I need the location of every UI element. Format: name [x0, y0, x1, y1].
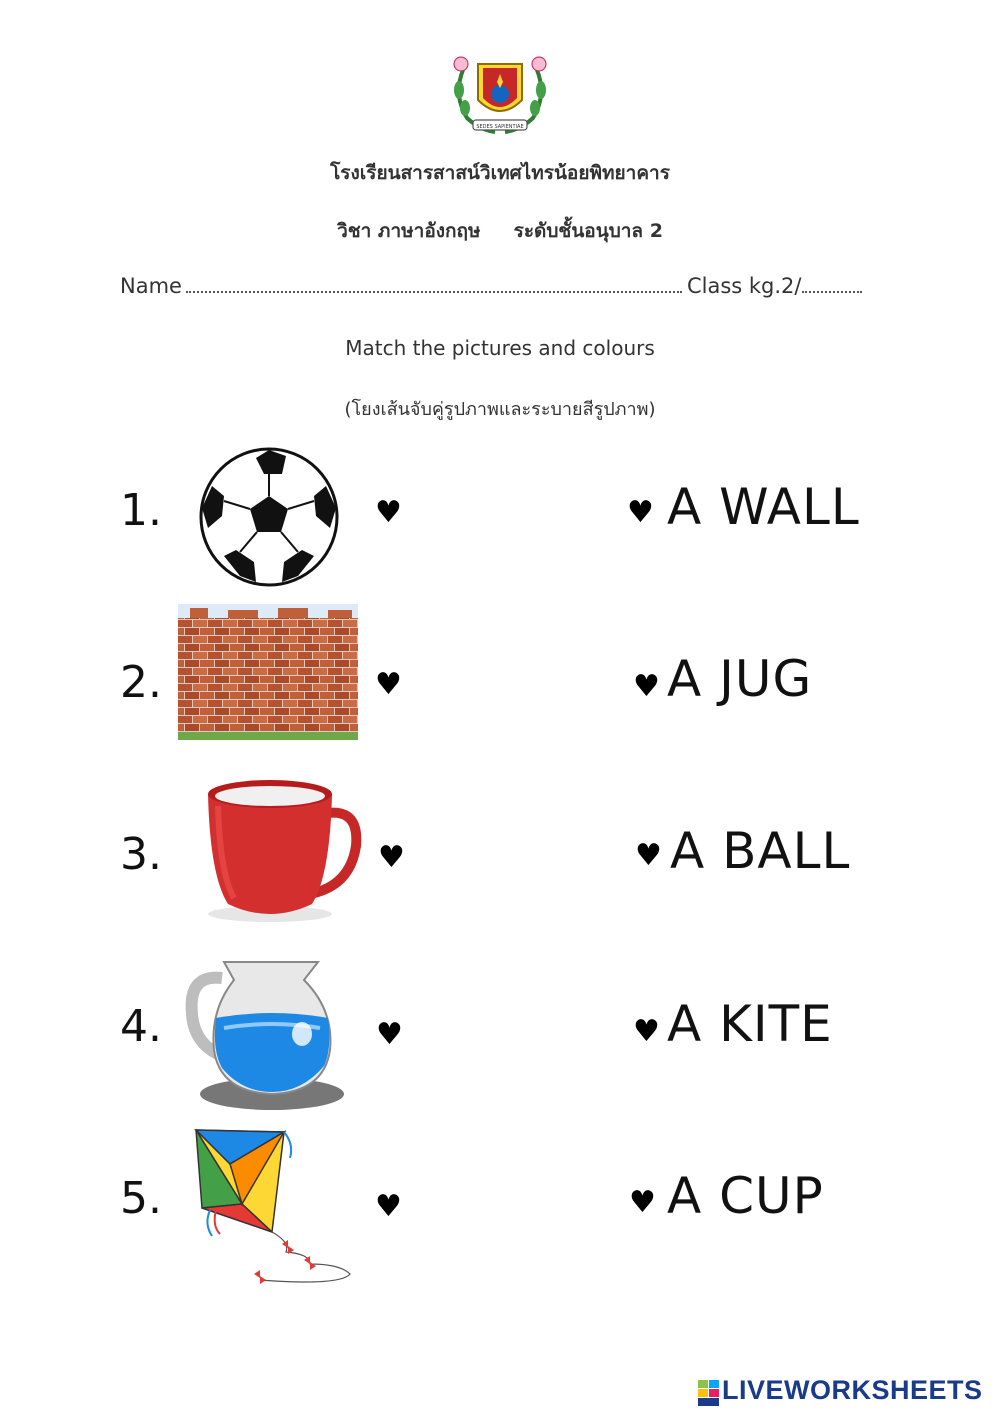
name-class-line — [120, 274, 862, 298]
school-crest-logo — [445, 50, 555, 140]
liveworksheets-logo-icon — [698, 1378, 720, 1408]
left-dot-5[interactable]: ♥ — [375, 1189, 402, 1224]
liveworksheets-brand[interactable]: LIVEWORKSHEETS — [722, 1375, 983, 1405]
right-dot-1[interactable]: ♥ — [627, 495, 654, 530]
cup-icon — [198, 776, 366, 924]
left-dot-4[interactable]: ♥ — [376, 1017, 403, 1052]
left-dot-3[interactable]: ♥ — [378, 840, 405, 875]
class-blank-field[interactable] — [802, 275, 862, 293]
right-dot-5[interactable]: ♥ — [629, 1185, 656, 1220]
school-name: โรงเรียนสารสาสน์วิเทศไทรน้อยพิทยาคาร — [330, 162, 670, 184]
jug-icon — [184, 954, 348, 1114]
right-dot-4[interactable]: ♥ — [633, 1014, 660, 1049]
wall-icon — [178, 604, 358, 740]
item-number-5: 5. — [120, 1173, 162, 1224]
right-dot-2[interactable]: ♥ — [633, 669, 660, 704]
item-number-4: 4. — [120, 1001, 162, 1052]
instruction-english: Match the pictures and colours — [345, 336, 655, 360]
match-word-2: A JUG — [667, 650, 813, 708]
svg-text:SEDES SAPIENTIAE: SEDES SAPIENTIAE — [476, 124, 524, 130]
item-number-2: 2. — [120, 657, 162, 708]
class-label: Class kg.2/ — [686, 274, 802, 298]
right-dot-3[interactable]: ♥ — [635, 838, 662, 873]
name-blank-field[interactable] — [186, 275, 682, 293]
item-number-3: 3. — [120, 829, 162, 880]
match-word-5: A CUP — [667, 1167, 824, 1225]
left-dot-1[interactable]: ♥ — [375, 495, 402, 530]
match-word-4: A KITE — [667, 995, 833, 1053]
instruction-thai: (โยงเส้นจับคู่รูปภาพและระบายสีรูปภาพ) — [344, 399, 656, 420]
subject-line: วิชา ภาษาอังกฤษ ระดับชั้นอนุบาล 2 — [337, 220, 663, 242]
name-label: Name — [120, 274, 182, 298]
left-dot-2[interactable]: ♥ — [375, 667, 402, 702]
match-word-3: A BALL — [670, 822, 851, 880]
item-number-1: 1. — [120, 485, 162, 536]
ball-icon — [198, 446, 340, 588]
kite-icon — [190, 1124, 354, 1292]
match-word-1: A WALL — [667, 478, 860, 536]
